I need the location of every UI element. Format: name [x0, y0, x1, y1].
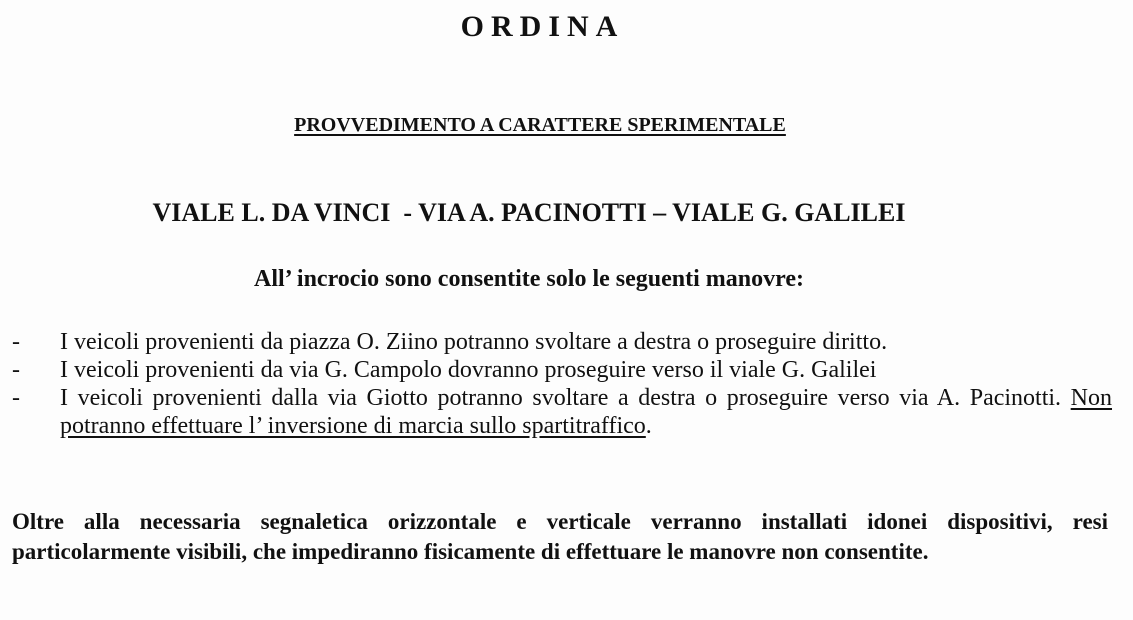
list-item [12, 384, 1112, 440]
list-item-text: I veicoli provenienti da via G. Campolo dovranno proseguire verso il viale G. Galilei [60, 357, 877, 383]
intro-heading: All’ incrocio sono consentite solo le seguenti manovre: [254, 266, 804, 292]
list-item [12, 356, 1112, 384]
streets-heading: VIALE L. DA VINCI - VIA A. PACINOTTI – VIALE G. GALILEI [152, 198, 906, 227]
underlined-prohibition: Non potranno effettuare l’ inversione di marcia sullo spartitraffico [60, 385, 1113, 439]
list-item-end: . [645, 413, 652, 439]
manoeuvres-list [12, 328, 1112, 440]
document-subtitle: PROVVEDIMENTO A CARATTERE SPERIMENTALE [294, 114, 786, 136]
list-item-text: I veicoli provenienti da piazza O. Ziino potranno svoltare a destra o proseguire diritto. [60, 329, 888, 355]
bullet-dash: - [12, 357, 20, 383]
bullet-dash: - [12, 385, 20, 411]
document-title: ORDINA [460, 10, 625, 43]
list-item [12, 328, 1112, 356]
bullet-dash: - [12, 329, 20, 355]
closing-paragraph: Oltre alla necessaria segnaletica orizzontale e verticale verranno installati idonei dispositivi, resi particolarmente visibili, che impediranno fisicamente di effettuare le manovre non consentite. [12, 509, 1108, 564]
list-item-text: I veicoli provenienti dalla via Giotto potranno svoltare a destra o proseguire verso via A. Pacinotti. [60, 385, 1062, 411]
